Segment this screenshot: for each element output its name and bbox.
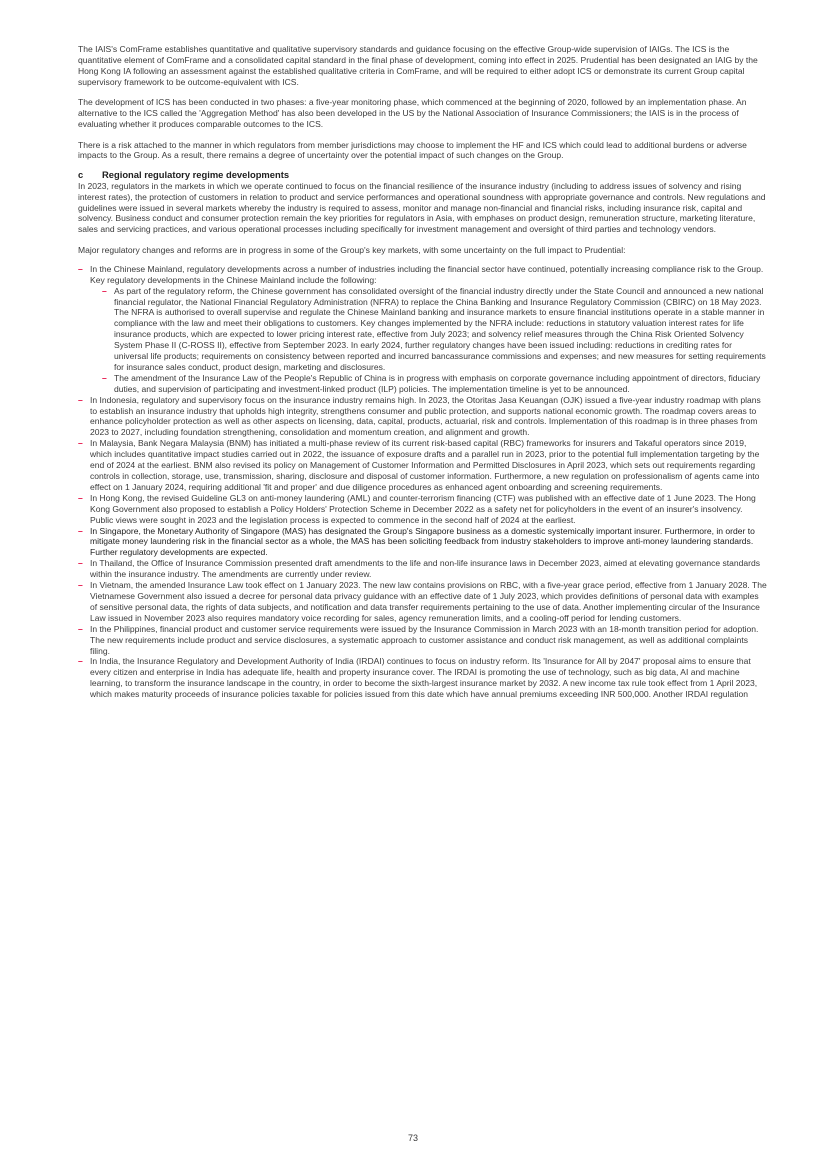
dash-bullet-icon: –: [78, 580, 83, 591]
dash-bullet-icon: –: [78, 438, 83, 449]
list-item-india: [78, 656, 768, 700]
list-item-hong-kong: [78, 493, 768, 526]
paragraph-major-changes-lead: Major regulatory changes and reforms are in progress in some of the Group's key markets, with some uncertainty on the full impact to Prudential:: [78, 244, 626, 255]
dash-bullet-icon: –: [78, 623, 83, 634]
list-item-singapore: [78, 526, 768, 559]
list-item-text: In Thailand, the Office of Insurance Commission presented draft amendments to the life and non-life insurance laws in December 2023, aimed at elevating governance standards within the insurance industry. The amendments are currently under review.: [90, 558, 761, 580]
list-item-text: In the Chinese Mainland, regulatory developments across a number of industries including the financial sector have continued, potentially increasing compliance risk to the Group. Key regulatory developments in the Chinese Mainland include the following:: [90, 263, 764, 285]
list-item-text: In India, the Insurance Regulatory and Development Authority of India (IRDAI) continues to focus on industry reform. Its 'Insurance for All by 2047' proposal aims to ensure that every citizen and enterprise in India has adequate life, health and property insurance cover. The IRDAI is promoting the use of technology, such as big data, AI and machine learning, to transform the insurance landscape in the country, in order to become the sixth-largest insurance market by 2032. A new income tax rule took effect from 1 April 2023, which makes maturity proceeds of insurance policies taxable for policies issued from this date which have annual premiums exceeding INR 500,000. Another IRDAI regulation: [90, 656, 758, 700]
paragraph-comframe: The IAIS's ComFrame establishes quantitative and qualitative supervisory standards and guidance focusing on the effective Group-wide supervision of IAIGs. The ICS is the quantitative element of ComFrame and a consolidated capital standard in the final phase of development, coming into effect in 2025. Prudential has been designated an IAIG by the Hong Kong IA following an assessment against the established qualitative criteria in ComFrame, and will be required to either adopt ICS or demonstrate its current Group capital supervisory framework to be outcome-equivalent with ICS.: [78, 44, 758, 87]
list-item-text: In Malaysia, Bank Negara Malaysia (BNM) has initiated a multi-phase review of its current risk-based capital (RBC) frameworks for insurers and Takaful operators since 2019, which includes quantitative impact studies carried out in 2022, the issuance of exposure drafts and a parallel run in 2023, prior to the potential full implementation targeting by the end of 2024 at the earliest. BNM also revised its policy on Management of Customer Information and Permitted Disclosures in April 2023, which sets out requirements regarding controls in collection, storage, use, transmission, sharing, disclosure and disposal of customer information. Furthermore, a new regulation on professionalism of agents came into effect on 1 January 2024, requiring additional 'fit and proper' and due diligence procedures as enhanced agent onboarding and screening requirements.: [90, 438, 760, 492]
list-item-text: In Hong Kong, the revised Guideline GL3 on anti-money laundering (AML) and counter-terrorism financing (CTF) was published with an effective date of 1 June 2023. The Hong Kong Government also proposed to establish a Policy Holders' Protection Scheme in December 2022 as a safety net for policyholders in the event of an insurer's insolvency. Public views were sought in 2023 and the legislation process is expected to commence in the second half of 2024 at the earliest.: [90, 492, 756, 525]
list-item-china-insurance-law: [102, 373, 768, 395]
list-item-philippines: [78, 624, 768, 657]
china-sub-list: [90, 286, 768, 395]
paragraph-ics-development: The development of ICS has been conducted in two phases: a five-year monitoring phase, which commenced at the beginning of 2020, followed by an implementation phase. An alternative to the ICS called the 'Aggregation Method' has also been developed in the US by the National Association of Insurance Commissioners; the IAIS is in the process of evaluating whether it produces comparable outcomes to the ICS.: [78, 97, 747, 130]
list-item-text: In Indonesia, regulatory and supervisory focus on the insurance industry remains high. In 2023, the Otoritas Jasa Keuangan (OJK) issued a five-year industry roadmap with plans to establish an insurance industry that upholds high integrity, strengthens consumer and public protection, and supports national economic growth. The roadmap covers areas to enhance policyholder protection as well as other aspects on licensing, data, capital, products, actuarial, risk and controls. Implementation of this roadmap is in three phases from 2023 to 2027, including foundation strengthening, consolidation and momentum creation, and alignment and growth.: [90, 394, 761, 438]
paragraph-implementation-risk: There is a risk attached to the manner in which regulators from member jurisdictions may choose to implement the HF and ICS which could lead to additional burdens or adverse impacts to the Group. As a result, there remains a degree of uncertainty over the potential impact of such changes on the Group.: [78, 139, 747, 161]
list-item-text: In the Philippines, financial product and customer service requirements were issued by the Insurance Commission in March 2023 with an 18-month transition period for adoption. The new requirements include product and service disclosures, a systematic approach to customer assistance and conduct risk management, as well as additional complaints filing.: [90, 623, 759, 656]
list-item-text: The amendment of the Insurance Law of the People's Republic of China is in progress with emphasis on corporate governance including appointment of directors, fiduciary duties, and supervision of participating and investment-linked product (ILP) policies. The implementation timeline is yet to be announced.: [114, 372, 761, 394]
dash-bullet-icon: –: [102, 372, 107, 383]
dash-bullet-icon: –: [78, 492, 83, 503]
list-item-text: As part of the regulatory reform, the Chinese government has consolidated oversight of the financial industry directly under the State Council and announced a new national financial regulator, the National Financial Regulatory Administration (NFRA) to replace the China Banking and Insurance Regulatory Commission (CBIRC) on 18 May 2023. The NFRA is authorised to overall supervise and regulate the Chinese Mainland banking and insurance markets to ensure financial institutions operate in a stable manner in compliance with the law and meet their obligations to customers. Key changes implemented by the NFRA include: reductions in statutory valuation interest rates for life insurance products, which are expected to lower pricing interest rate, effective from July 2023; and solvency relief measures through the China Risk Oriented Solvency System Phase II (C-ROSS II), effective from September 2023. In early 2024, further regulatory changes have been issued including: reductions in crediting rates for universal life products; requirements on consistency between reported and incurred bancassurance commissions and expenses; and new measures for setting requirements for insurance sales conduct, product design, marketing and disclosures.: [114, 285, 766, 372]
list-item-malaysia: [78, 438, 768, 493]
paragraph-regional-overview: In 2023, regulators in the markets in which we operate continued to focus on the financial resilience of the insurance industry (including to address issues of solvency and rising interest rates), the protection of customers in relation to product and service performances and operational soundness with appropriate governance and controls. New regulations and guidelines were issued in several markets whereby the industry is required to assess, monitor and manage non-financial and financial risks, including insurance risk, capital and solvency. Business conduct and consumer protection remain the key priorities for regulators in Asia, with emphases on product design, remuneration structure, marketing literature, sales and servicing practices, and various operational processes including specifically for investment management and oversight of third parties and technology vendors.: [78, 180, 766, 235]
dash-bullet-icon: –: [78, 656, 83, 667]
list-item-vietnam: [78, 580, 768, 624]
market-list: [78, 264, 768, 700]
section-heading-regional-developments: [78, 169, 768, 180]
dash-bullet-icon: –: [78, 263, 83, 274]
dash-bullet-icon: –: [78, 558, 83, 569]
section-letter: c: [78, 169, 84, 181]
list-item-text: In Singapore, the Monetary Authority of Singapore (MAS) has designated the Group's Singapore business as a domestic systemically important insurer. Furthermore, in order to mitigate money laundering risk in the financial sector as a whole, the MAS has been soliciting feedback from industry stakeholders to improve anti-money laundering standards. Further regulatory developments are expected.: [90, 525, 755, 558]
list-item-china-nfra: [102, 286, 768, 373]
list-item-indonesia: [78, 395, 768, 439]
document-body: [78, 44, 768, 700]
section-title: Regional regulatory regime developments: [102, 169, 290, 181]
dash-bullet-icon: –: [78, 394, 83, 405]
list-item-text: In Vietnam, the amended Insurance Law took effect on 1 January 2023. The new law contains provisions on RBC, with a five-year grace period, effective from 1 January 2028. The Vietnamese Government also issued a decree for personal data privacy guidance with an effective date of 1 July 2023, which provides definitions of personal data with examples of sensitive personal data, the rights of data subjects, and notification and data transfer requirements pertaining to the use of data. Another implementing circular of the Insurance Law issued in November 2023 also requires mandatory voice recording for sales, agency remuneration limits, and a cooling-off period for lending customers.: [90, 580, 767, 623]
page-number: 73: [407, 1133, 418, 1143]
dash-bullet-icon: –: [78, 525, 83, 536]
list-item-thailand: [78, 558, 768, 580]
list-item-china: [78, 264, 768, 395]
dash-bullet-icon: –: [102, 285, 107, 296]
